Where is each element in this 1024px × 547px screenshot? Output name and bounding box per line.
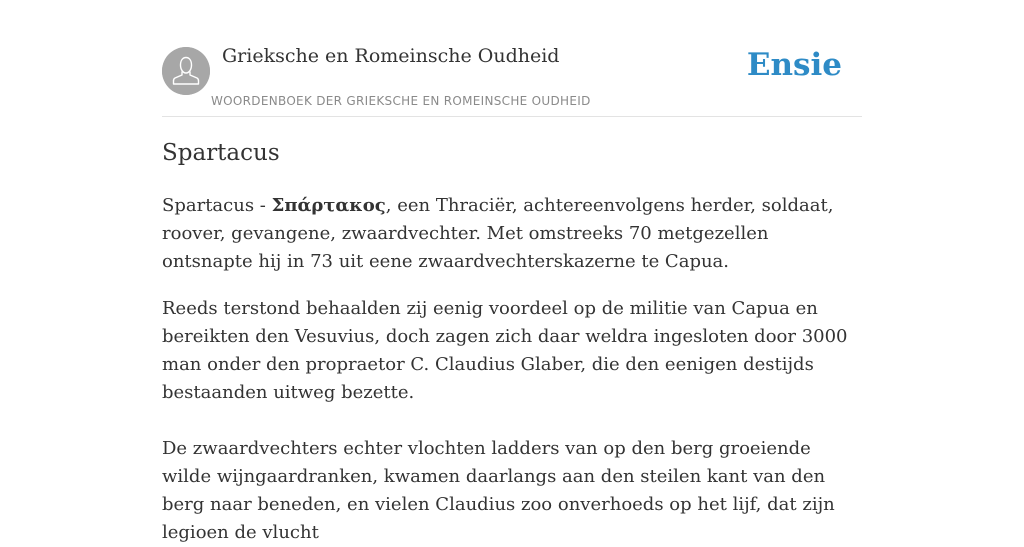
content-container bbox=[162, 0, 862, 543]
ensie-logo[interactable]: Ensie bbox=[746, 47, 842, 83]
source-header bbox=[162, 0, 862, 117]
entry-title: Spartacus bbox=[162, 140, 280, 166]
greek-name: Σπάρτακος bbox=[271, 195, 386, 216]
entry-paragraph: Reeds terstond behaalden zij eenig voordeel op de militie van Capua en bereikten den Vesuvius, doch zagen zich daar weldra ingesloten door 3000 man onder den propraetor C. Claudius Glaber, die den eenigen destijds bestaanden uitweg bezette. bbox=[162, 298, 848, 403]
entry-lead: Spartacus - bbox=[162, 195, 272, 216]
entry-paragraph bbox=[162, 192, 862, 276]
entry-text: , een Thraciër, achtereenvolgens herder, soldaat, roover, gevangene, zwaardvechter. Met omstreeks 70 metgezellen ontsnapte hij in 73 uit eene zwaardvechterskazerne te Capua. bbox=[162, 195, 834, 272]
source-title[interactable]: Grieksche en Romeinsche Oudheid bbox=[222, 45, 560, 67]
entry-paragraph: De zwaardvechters echter vlochten ladders van op den berg groeiende wilde wijngaardranken, kwamen daarlangs aan den steilen kant van den berg naar beneden, en vielen Claudius zoo onverhoeds op het lijf, dat zijn legioen de vlucht bbox=[162, 438, 835, 543]
user-silhouette-icon[interactable] bbox=[162, 47, 210, 95]
source-subtitle: WOORDENBOEK DER GRIEKSCHE EN ROMEINSCHE OUDHEID bbox=[211, 94, 591, 108]
